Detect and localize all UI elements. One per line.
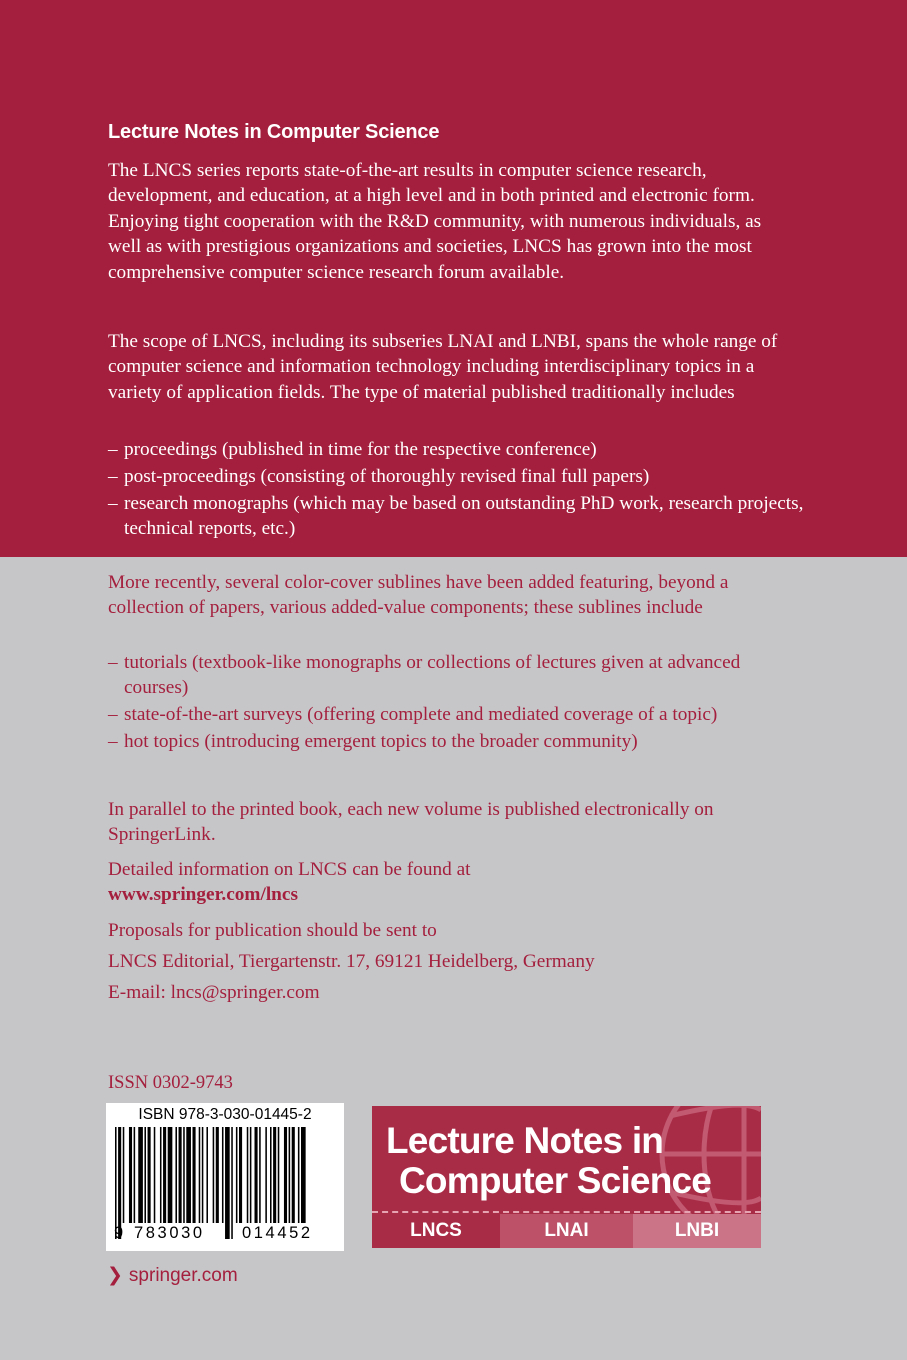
barcode-bar [270,1127,272,1223]
dash-bullet: – [108,465,118,487]
email-text: E-mail: lncs@springer.com [108,982,320,1003]
logo-tab-lnbi: LNBI [633,1214,761,1248]
material-list [108,437,808,543]
barcode-bar [250,1127,252,1223]
barcode-digits-right: 014452 [242,1224,313,1242]
barcode-bar [273,1127,276,1223]
chevron-right-icon: ❯ [107,1265,123,1286]
intro-paragraph: The LNCS series reports state-of-the-art results in computer science research, development, and education, at a high level and in both printed and electronic form. Enjoying tight cooperation with the R&D community, with numerous individuals, as well as with prestigious organizations and societies, LNCS has grown into the most comprehensive computer science research forum available. [108,160,762,283]
publisher-domain: springer.com [128,1264,238,1286]
logo-title-line1: Lecture Notes in [386,1120,664,1161]
barcode-bar [118,1127,121,1239]
barcode-bar [148,1127,151,1223]
barcode-bar [129,1127,132,1223]
barcode-bar [213,1127,215,1223]
list-item-text: state-of-the-art surveys (offering complete and mediated coverage of a topic) [124,704,718,726]
dash-bullet: – [108,704,118,726]
list-item [108,702,808,727]
barcode-bar [199,1127,201,1223]
scope-paragraph: The scope of LNCS, including its subseries LNAI and LNBI, spans the whole range of computer science and information technology including interdisciplinary topics in a variety of application fields. The type of material published traditionally includes [108,331,778,403]
logo-tab-lncs: LNCS [372,1214,500,1248]
barcode-bar [115,1127,117,1239]
dash-bullet: – [108,652,118,673]
barcode-bar [236,1127,238,1223]
barcode-bar [179,1127,182,1223]
barcode-bar [216,1127,219,1223]
barcode-bar [265,1127,267,1223]
sublines-list [108,650,808,756]
barcode-bar [225,1127,230,1239]
barcode-bars [115,1127,335,1239]
dash-bullet: – [108,492,118,514]
barcode-bar [206,1127,208,1223]
issn-text: ISSN 0302-9743 [108,1073,233,1093]
dash-bullet: – [108,439,118,460]
barcode-bar [284,1127,287,1223]
barcode-digits-left: 783030 [134,1224,205,1242]
barcode-bar [289,1127,291,1223]
barcode-bar [255,1127,258,1223]
barcode-bar [186,1127,191,1223]
barcode-bar [193,1127,196,1223]
list-item [108,491,808,542]
barcode-bar [138,1127,143,1223]
isbn-label: ISBN 978-3-030-01445-2 [138,1106,312,1123]
list-item-text: post-proceedings (consisting of thoroughly revised final full papers) [124,465,650,487]
electronic-paragraph: In parallel to the printed book, each new volume is published electronically on SpringerLink. [108,799,714,846]
list-item-text: research monographs (which may be based on outstanding PhD work, research projects, technical reports, etc.) [124,492,804,540]
barcode-bar [163,1127,166,1223]
barcode-bar [175,1127,177,1223]
barcode-bar [278,1127,280,1223]
series-heading: Lecture Notes in Computer Science [108,121,440,143]
barcode-bar [202,1127,204,1223]
barcode-bar [298,1127,300,1223]
editorial-address: LNCS Editorial, Tiergartenstr. 17, 69121 Heidelberg, Germany [108,951,595,972]
series-logo [372,1106,761,1248]
barcode-bar [168,1127,173,1223]
barcode-bar [247,1127,249,1223]
barcode-bar [222,1127,224,1223]
publisher-link[interactable] [107,1264,238,1287]
list-item [108,650,808,701]
barcode-bar [144,1127,146,1223]
list-item [108,437,808,462]
barcode-bar [183,1127,185,1223]
barcode-bar [160,1127,162,1223]
barcode-bar [231,1127,233,1239]
barcode-digit-lead: 9 [114,1224,124,1242]
list-item [108,729,808,754]
barcode-bar [259,1127,261,1223]
proposals-text: Proposals for publication should be sent to [108,920,437,941]
barcode-bar [123,1127,125,1223]
dash-bullet: – [108,731,118,753]
logo-divider [372,1211,761,1213]
barcode-bar [301,1127,306,1223]
barcode-bar [239,1127,242,1223]
barcode-bar [292,1127,295,1223]
sublines-paragraph: More recently, several color-cover sublines have been added featuring, beyond a collection of papers, various added-value components; these sublines include [108,572,729,619]
list-item-text: proceedings (published in time for the respective conference) [124,439,597,460]
logo-tab-lnai: LNAI [500,1214,633,1248]
barcode-bar [134,1127,136,1223]
list-item-text: hot topics (introducing emergent topics to the broader community) [124,731,638,753]
list-item [108,464,808,489]
list-item-text: tutorials (textbook-like monographs or collections of lectures given at advanced courses) [124,652,741,699]
info-text: Detailed information on LNCS can be found at [108,859,471,880]
info-url-link[interactable]: www.springer.com/lncs [108,884,298,905]
barcode [106,1103,344,1251]
logo-title-line2: Computer Science [399,1160,712,1201]
barcode-bar [154,1127,156,1223]
